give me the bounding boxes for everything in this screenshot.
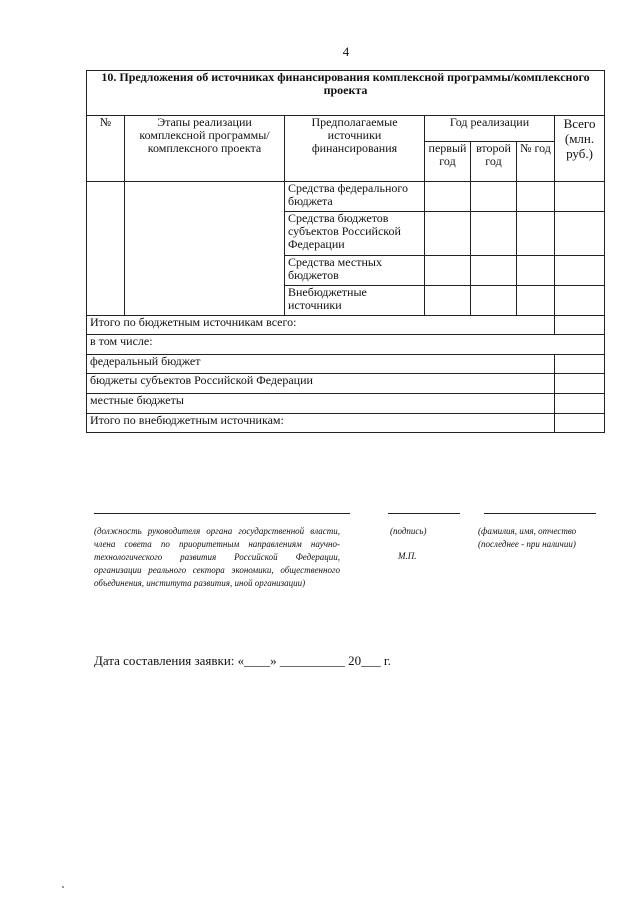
cell-empty [517, 182, 555, 212]
source-regional: Средства бюджетов субъектов Российской Федерации [285, 212, 425, 256]
cell-empty [555, 182, 605, 212]
name-caption: (фамилия, имя, отчество (последнее - при наличии) [478, 526, 577, 549]
header-year-n: № год [517, 142, 555, 182]
cell-empty [471, 182, 517, 212]
header-year-first: первый год [425, 142, 471, 182]
header-stages: Этапы реализации комплексной программы/комплексного проекта [125, 116, 285, 182]
header-number: № [87, 116, 125, 182]
cell-empty [555, 256, 605, 286]
cell-empty [517, 256, 555, 286]
cell-empty [517, 286, 555, 316]
page-number: 4 [342, 44, 350, 59]
cell-empty [425, 286, 471, 316]
position-caption: (должность руководителя органа государственной власти, члена совета по приоритетным направлениям научно-технологического развития Российской Федерации, организации реального сектора экономики, общественного объединения, института развития, иной организации) [94, 526, 340, 588]
table-row [87, 394, 605, 414]
table-row [87, 182, 605, 212]
cell-stages [125, 182, 285, 316]
sign-caption: (подпись) [390, 526, 427, 536]
name-signature-line [484, 513, 596, 514]
cell-empty [471, 286, 517, 316]
header-year-group: Год реализации [425, 116, 555, 142]
summary-budget-total: Итого по бюджетным источникам всего: [87, 316, 555, 335]
header-total: Всего (млн. руб.) [555, 116, 605, 182]
cell-empty [471, 212, 517, 256]
table-row [87, 316, 605, 335]
summary-including: в том числе: [87, 335, 605, 355]
section-title: 10. Предложения об источниках финансирования комплексной программы/комплексного проекта [87, 71, 605, 116]
summary-local: местные бюджеты [87, 394, 555, 414]
cell-empty [555, 355, 605, 374]
cell-empty [517, 212, 555, 256]
summary-extrabudgetary: Итого по внебюджетным источникам: [87, 414, 555, 433]
table-row [87, 335, 605, 355]
stamp-mark: М.П. [398, 551, 417, 561]
header-year-second: второй год [471, 142, 517, 182]
cell-empty [555, 374, 605, 394]
sign-signature-line [388, 513, 460, 514]
cell-empty [555, 286, 605, 316]
cell-empty [471, 256, 517, 286]
cell-number [87, 182, 125, 316]
cell-empty [555, 316, 605, 335]
summary-regional: бюджеты субъектов Российской Федерации [87, 374, 555, 394]
application-date: Дата составления заявки: «____» __________ 20___ г. [94, 653, 392, 668]
scan-speck [62, 886, 64, 888]
cell-empty [425, 256, 471, 286]
financing-table [86, 70, 605, 433]
summary-federal: федеральный бюджет [87, 355, 555, 374]
cell-empty [555, 212, 605, 256]
source-local: Средства местных бюджетов [285, 256, 425, 286]
source-federal: Средства федерального бюджета [285, 182, 425, 212]
cell-empty [425, 182, 471, 212]
cell-empty [555, 394, 605, 414]
table-row [87, 355, 605, 374]
cell-empty [555, 414, 605, 433]
source-extrabudgetary: Внебюджетные источники [285, 286, 425, 316]
header-sources: Предполагаемые источники финансирования [285, 116, 425, 182]
position-signature-line [94, 513, 350, 514]
table-row [87, 414, 605, 433]
cell-empty [425, 212, 471, 256]
table-row [87, 374, 605, 394]
